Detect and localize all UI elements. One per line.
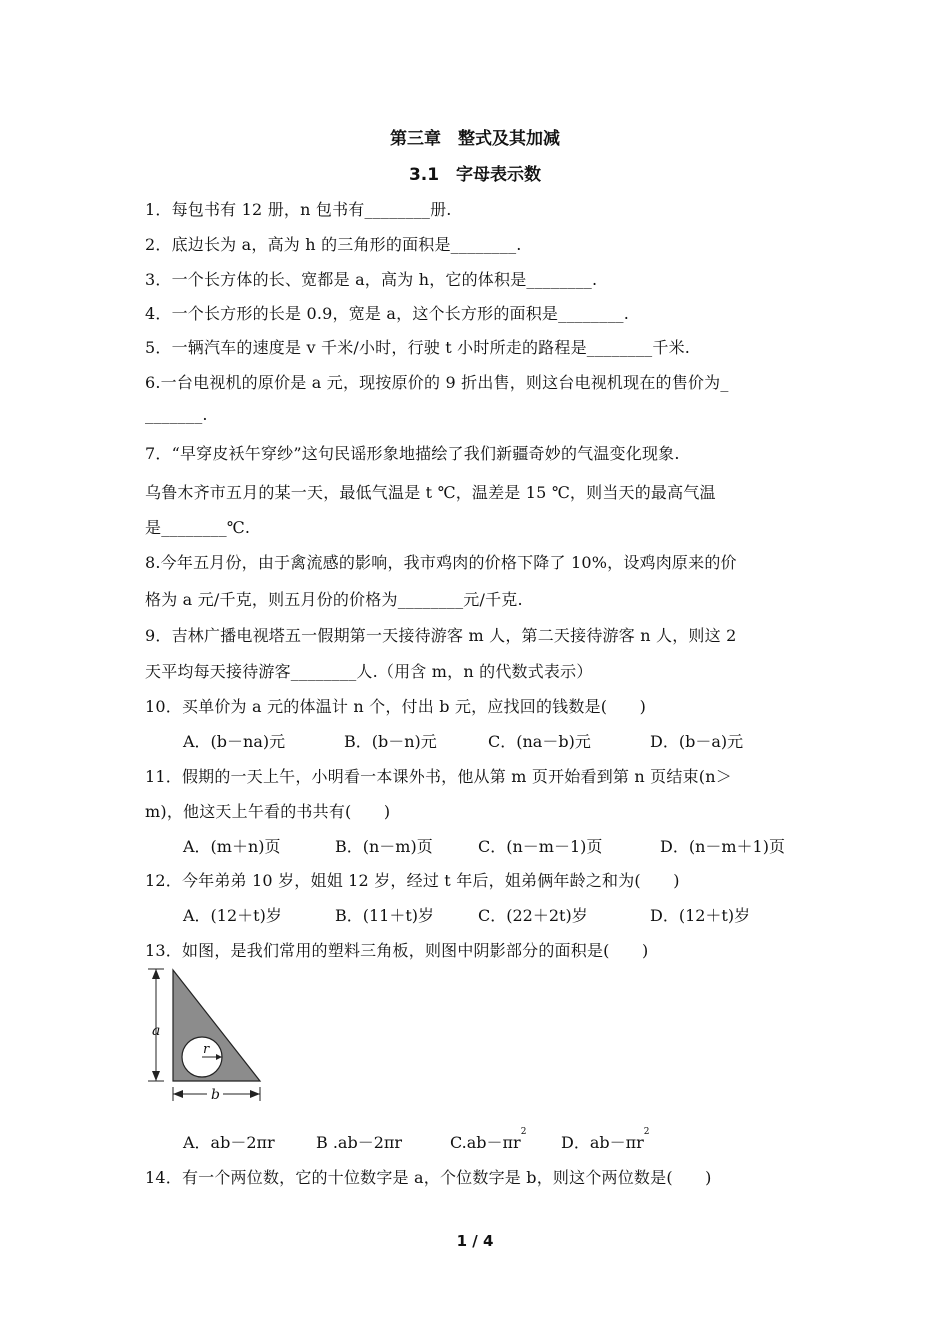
q13-option-d: D．$ab-\pi r^2$	[561, 1127, 650, 1152]
question-11-line-2: m)，他这天上午看的书共有( )	[145, 802, 391, 821]
question-9-line-1: 9．吉林广播电视塔五一假期第一天接待游客 m 人，第二天接待游客 n 人，则这 2	[145, 626, 737, 645]
question-2: 2．底边长为 a，高为 h 的三角形的面积是________.	[145, 235, 522, 254]
label-r: r	[203, 1042, 210, 1057]
q10-option-c: C．(na－b)元	[488, 732, 591, 751]
q13-option-b: B .ab－2πr	[316, 1133, 403, 1152]
q10-option-d: D．(b－a)元	[650, 732, 744, 751]
q10-option-a: A．(b－na)元	[183, 732, 286, 751]
question-1: 1．每包书有 12 册，n 包书有________册.	[145, 200, 452, 219]
question-10: 10．买单价为 a 元的体温计 n 个，付出 b 元，应找回的钱数是( )	[145, 697, 647, 716]
chapter-title: 第三章 整式及其加减	[390, 129, 560, 149]
question-5: 5．一辆汽车的速度是 v 千米/小时，行驶 t 小时所走的路程是________千米.	[145, 338, 691, 357]
question-14: 14．有一个两位数，它的十位数字是 a，个位数字是 b，则这个两位数是( )	[145, 1168, 712, 1187]
question-6-line-1: 6.一台电视机的原价是 a 元，现按原价的 9 折出售，则这台电视机现在的售价为_	[145, 373, 729, 392]
question-8-line-2: 格为 a 元/千克，则五月份的价格为________元/千克.	[145, 590, 523, 609]
question-7-line-1: 7．“早穿皮袄午穿纱”这句民谣形象地描绘了我们新疆奇妙的气温变化现象.	[145, 444, 680, 463]
question-8-line-1: 8.今年五月份，由于禽流感的影响，我市鸡肉的价格下降了 10%，设鸡肉原来的价	[145, 553, 737, 572]
q13-option-c: $C.ab-\pi r^2$	[450, 1127, 527, 1152]
q13-option-a: A．ab－2πr	[183, 1133, 275, 1152]
q12-option-a: A．(12＋t)岁	[183, 906, 282, 925]
question-6-line-2: _______.	[145, 405, 208, 424]
question-7-line-3: 是________℃.	[145, 518, 251, 537]
question-4: 4．一个长方形的长是 0.9，宽是 a，这个长方形的面积是________.	[145, 304, 630, 323]
section-title: 3.1 字母表示数	[408, 165, 542, 185]
q12-option-b: B．(11＋t)岁	[335, 906, 435, 925]
question-3: 3．一个长方体的长、宽都是 a，高为 h，它的体积是________.	[145, 270, 598, 289]
page-number: 1 / 4	[456, 1232, 494, 1250]
question-9-line-2: 天平均每天接待游客________人.（用含 m，n 的代数式表示）	[145, 662, 593, 681]
q11-option-d: D．(n－m＋1)页	[660, 837, 785, 856]
q10-option-b: B．(b－n)元	[344, 732, 437, 751]
label-b: b	[211, 1087, 220, 1103]
label-a: a	[152, 1023, 161, 1039]
q11-option-a: A．(m＋n)页	[183, 837, 281, 856]
question-7-line-2: 乌鲁木齐市五月的某一天，最低气温是 t ℃，温差是 15 ℃，则当天的最高气温	[145, 483, 716, 502]
q12-option-c: C．(22＋2t)岁	[478, 906, 588, 925]
q11-option-b: B．(n－m)页	[335, 837, 433, 856]
question-13: 13．如图，是我们常用的塑料三角板，则图中阴影部分的面积是( )	[145, 941, 649, 960]
triangle-ruler-figure	[143, 965, 273, 1107]
question-11-line-1: 11．假期的一天上午，小明看一本课外书，他从第 m 页开始看到第 n 页结束(n＞	[145, 767, 732, 786]
question-12: 12．今年弟弟 10 岁，姐姐 12 岁，经过 t 年后，姐弟俩年龄之和为( )	[145, 871, 680, 890]
q11-option-c: C．(n－m－1)页	[478, 837, 603, 856]
q12-option-d: D．(12＋t)岁	[650, 906, 751, 925]
